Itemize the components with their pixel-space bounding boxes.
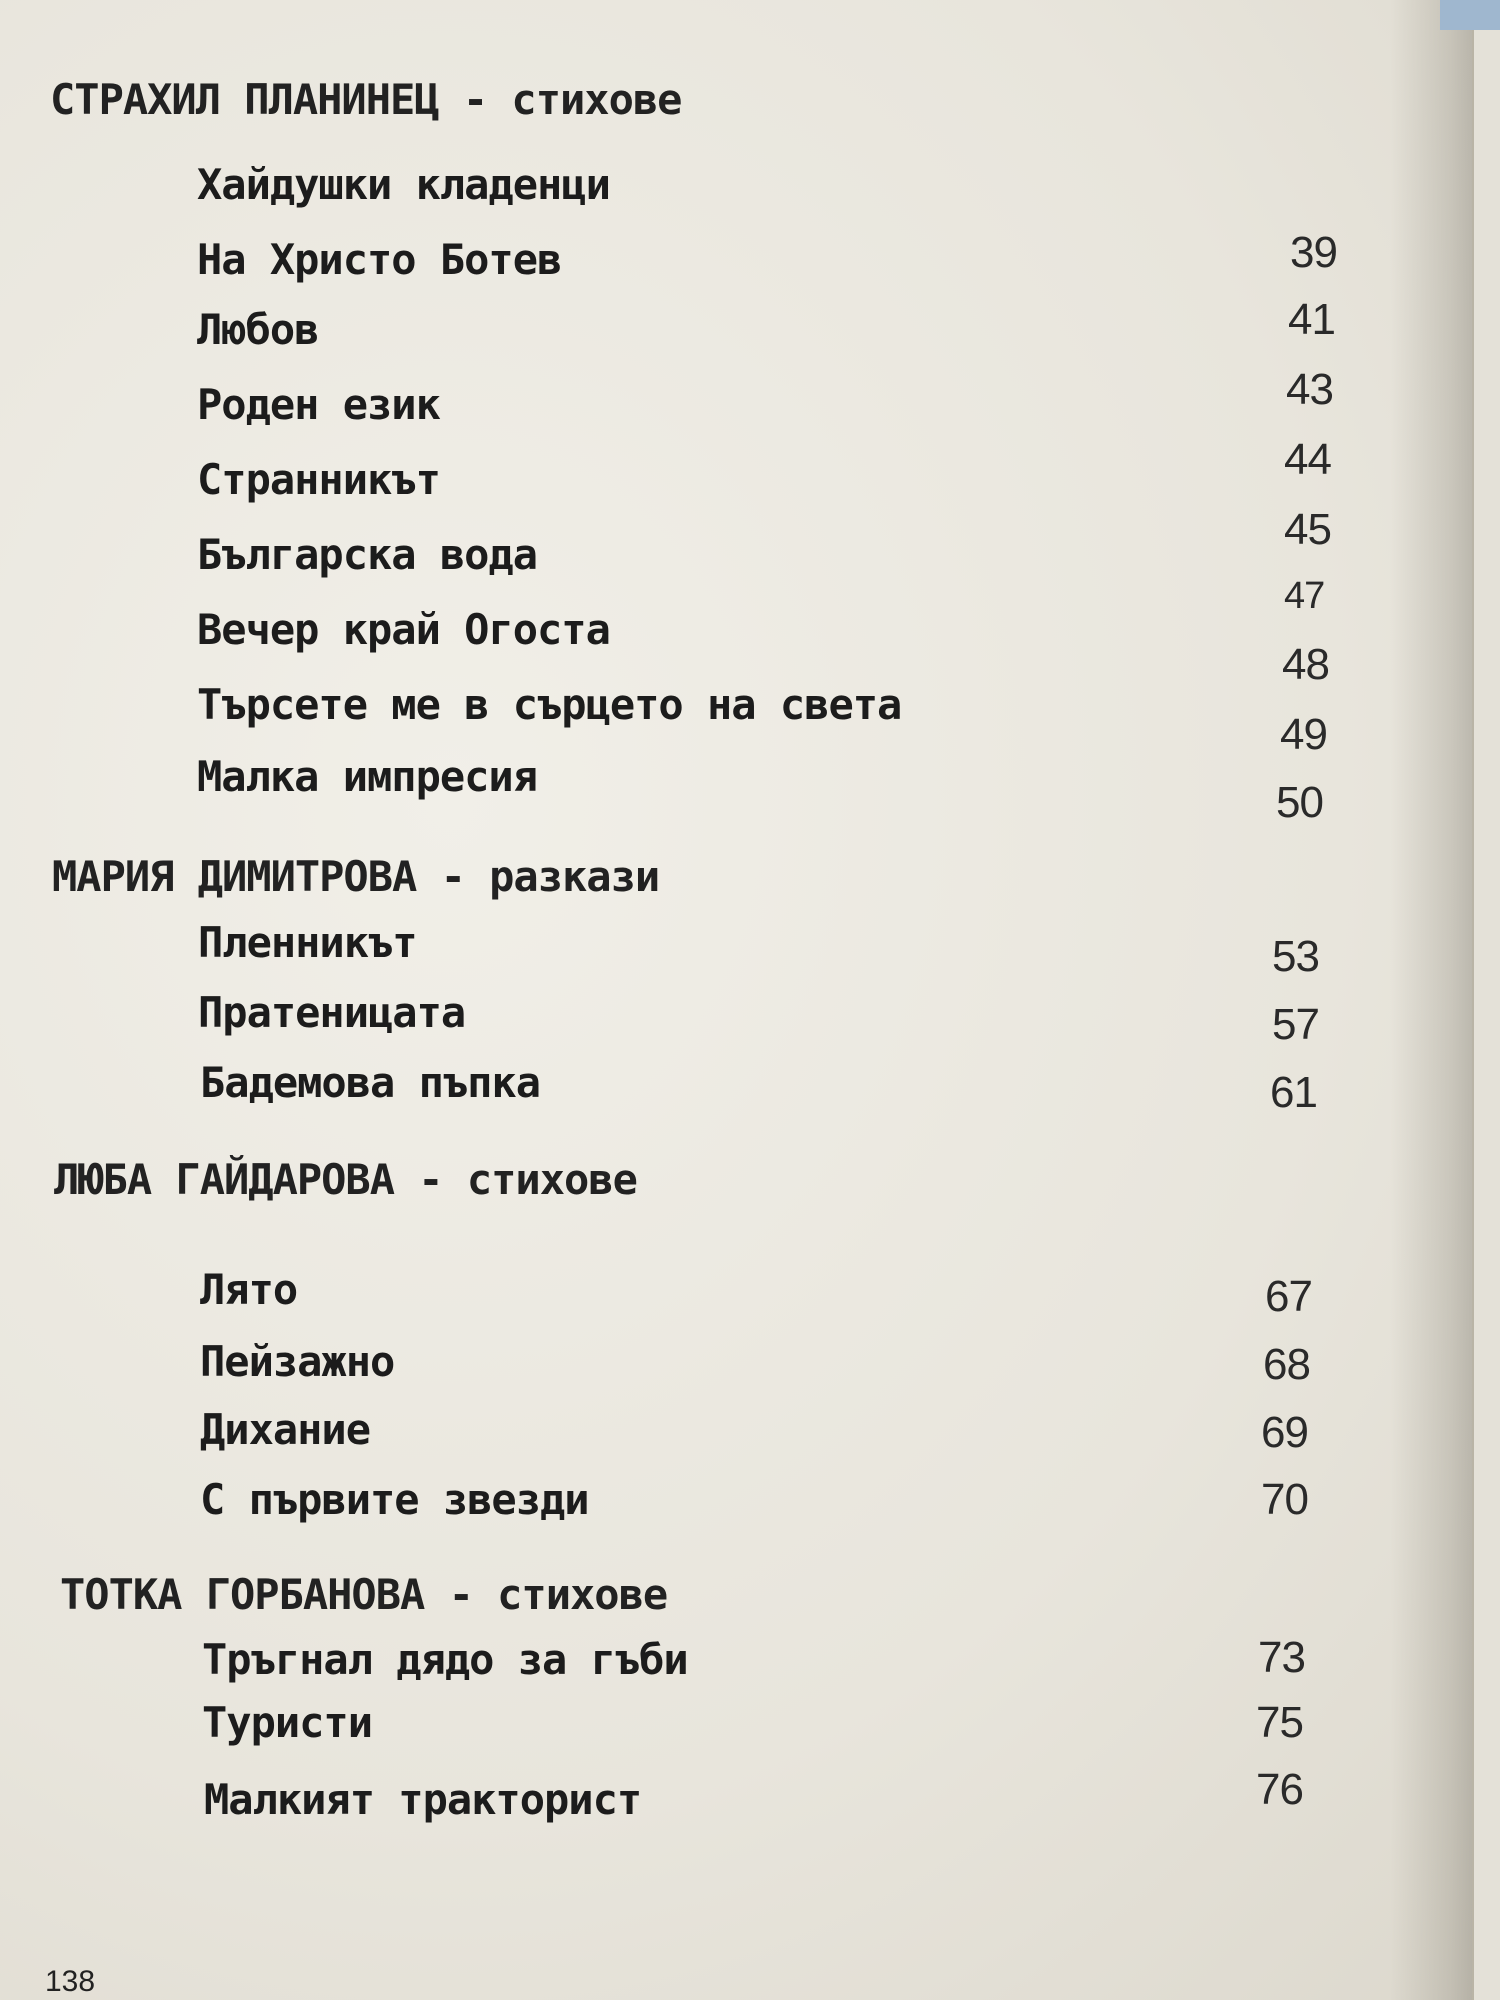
toc-item-page: 57 [1272,1000,1319,1049]
toc-item-page: 75 [1256,1698,1303,1747]
toc-item-title: Пейзажно [200,1337,395,1386]
toc-item-title: Тръгнал дядо за гъби [202,1635,688,1684]
toc-item-page: 67 [1265,1272,1312,1321]
toc-item-page: 43 [1286,365,1333,414]
page-number-folio: 138 [45,1965,96,1998]
toc-item-page: 61 [1270,1068,1317,1117]
section-title: ЛЮБА ГАЙДАРОВА - стихове [54,1155,637,1204]
toc-item-page: 41 [1288,295,1335,344]
toc-item-page: 45 [1284,505,1331,554]
toc-item-title: Вечер край Огоста [197,605,610,654]
toc-item-page: 47 [1284,575,1325,617]
toc-item-title: С първите звезди [200,1475,589,1524]
toc-item-page: 49 [1280,710,1327,759]
section-title: ТОТКА ГОРБАНОВА - стихове [60,1570,668,1619]
toc-item-title: Бадемова пъпка [200,1058,541,1107]
toc-item-title: Лято [200,1265,298,1314]
toc-item-page: 76 [1256,1765,1303,1814]
toc-item-title: Пленникът [198,918,417,967]
toc-item-title: Малкият тракторист [204,1775,642,1824]
toc-item-page: 68 [1263,1340,1310,1389]
toc-item-title: Пратеницата [198,988,466,1037]
toc-item-title: На Христо Ботев [197,235,562,284]
toc-item-page: 39 [1290,228,1337,277]
toc-item-title: Дихание [200,1405,371,1454]
toc-item-title: Хайдушки кладенци [197,160,610,209]
toc-item-page: 73 [1258,1633,1305,1682]
toc-item-title: Любов [197,305,319,354]
toc-item-page: 48 [1282,640,1329,689]
toc-item-page: 44 [1284,435,1331,484]
toc-item-title: Търсете ме в сърцето на света [197,680,902,729]
toc-item-page: 50 [1276,778,1323,827]
toc-item-page: 69 [1261,1408,1308,1457]
section-title: СТРАХИЛ ПЛАНИНЕЦ - стихове [50,75,682,124]
toc-item-title: Българска вода [197,530,538,579]
toc-item-title: Туристи [202,1698,373,1747]
toc-item-title: Малка импресия [197,752,538,801]
toc-item-page: 53 [1272,932,1319,981]
next-page-edge [1472,0,1500,2000]
toc-item-title: Роден език [197,380,440,429]
section-title: МАРИЯ ДИМИТРОВА - разкази [52,852,660,901]
toc-item-page: 70 [1261,1475,1308,1524]
toc-item-title: Странникът [197,455,440,504]
background-corner [1440,0,1500,30]
